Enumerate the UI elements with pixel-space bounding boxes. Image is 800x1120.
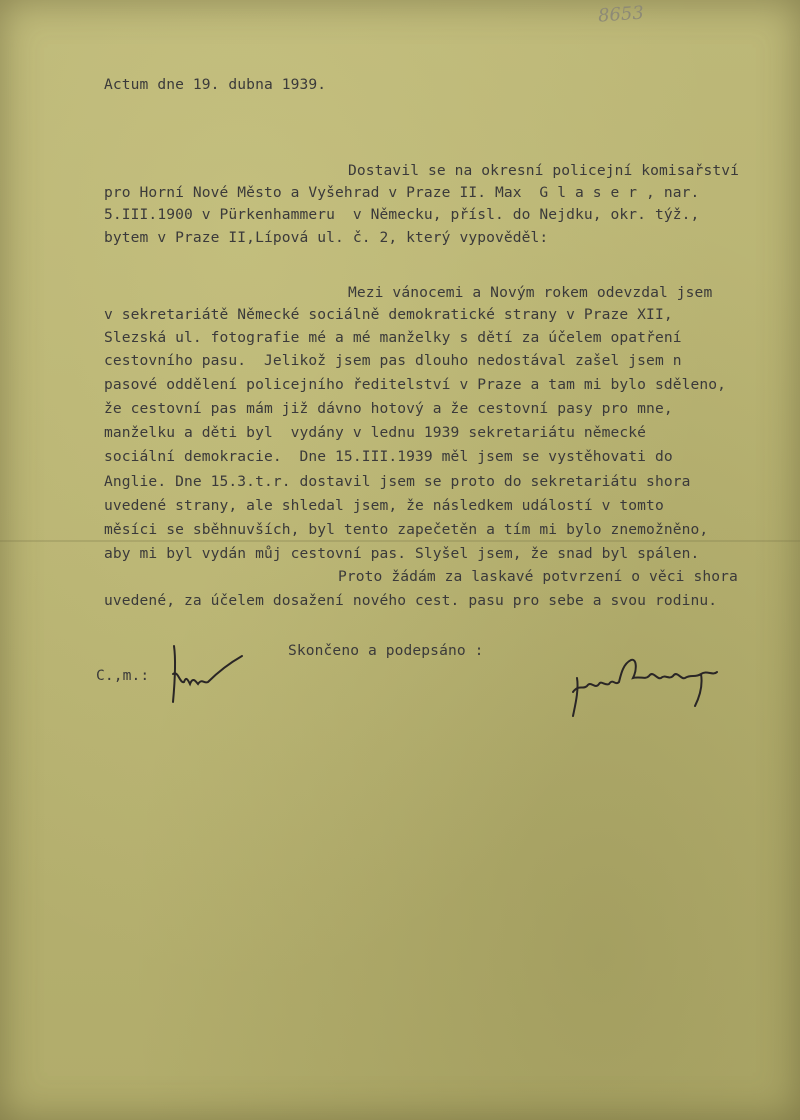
body-line-6: že cestovní pas mám již dávno hotový a že cestovní pasy pro mne,	[104, 400, 673, 417]
body-line-9: Anglie. Dne 15.3.t.r. dostavil jsem se proto do sekretariátu shora	[104, 473, 691, 490]
body-line-2: v sekretariátě Německé sociálně demokratické strany v Praze XII,	[104, 306, 673, 323]
body-line-10: uvedené strany, ale shledal jsem, že následkem událostí v tomto	[104, 497, 664, 514]
body-line-1: Mezi vánocemi a Novým rokem odevzdal jsem	[348, 284, 713, 301]
closing-line-2: uvedené, za účelem dosažení nového cest. pasu pro sebe a svou rodinu.	[104, 592, 718, 609]
body-line-8: sociální demokracie. Dne 15.III.1939 měl jsem se vystěhovati do	[104, 448, 673, 465]
applicant-signature-icon	[565, 650, 735, 725]
body-line-12: aby mi byl vydán můj cestovní pas. Slyšel jsem, že snad byl spálen.	[104, 545, 700, 562]
body-line-3: Slezská ul. fotografie mé a mé manželky s dětí za účelem opatření	[104, 329, 682, 346]
body-line-11: měsíci se sběhnuvších, byl tento zapečetěn a tím mi bylo znemožněno,	[104, 521, 709, 538]
official-signature-icon	[160, 640, 250, 710]
closing-line-1: Proto žádám za laskavé potvrzení o věci shora	[338, 568, 738, 585]
end-statement: Skončeno a podepsáno :	[288, 642, 484, 659]
archive-number: 8653	[597, 2, 645, 27]
body-line-4: cestovního pasu. Jelikož jsem pas dlouho nedostával zašel jsem n	[104, 352, 682, 369]
document-date-header: Actum dne 19. dubna 1939.	[104, 76, 327, 93]
body-line-5: pasové oddělení policejního ředitelství v Praze a tam mi bylo sděleno,	[104, 376, 727, 393]
paper-fold	[0, 540, 800, 542]
body-line-7: manželku a děti byl vydány v lednu 1939 sekretariátu německé	[104, 424, 647, 441]
intro-line-1: Dostavil se na okresní policejní komisařství	[348, 162, 739, 179]
cm-label: C.,m.:	[96, 667, 150, 684]
intro-line-4: bytem v Praze II,Lípová ul. č. 2, který vypověděl:	[104, 229, 549, 246]
intro-line-2: pro Horní Nové Město a Vyšehrad v Praze II. Max G l a s e r , nar.	[104, 184, 700, 201]
intro-line-3: 5.III.1900 v Pürkenhammeru v Německu, přísl. do Nejdku, okr. týž.,	[104, 206, 700, 223]
